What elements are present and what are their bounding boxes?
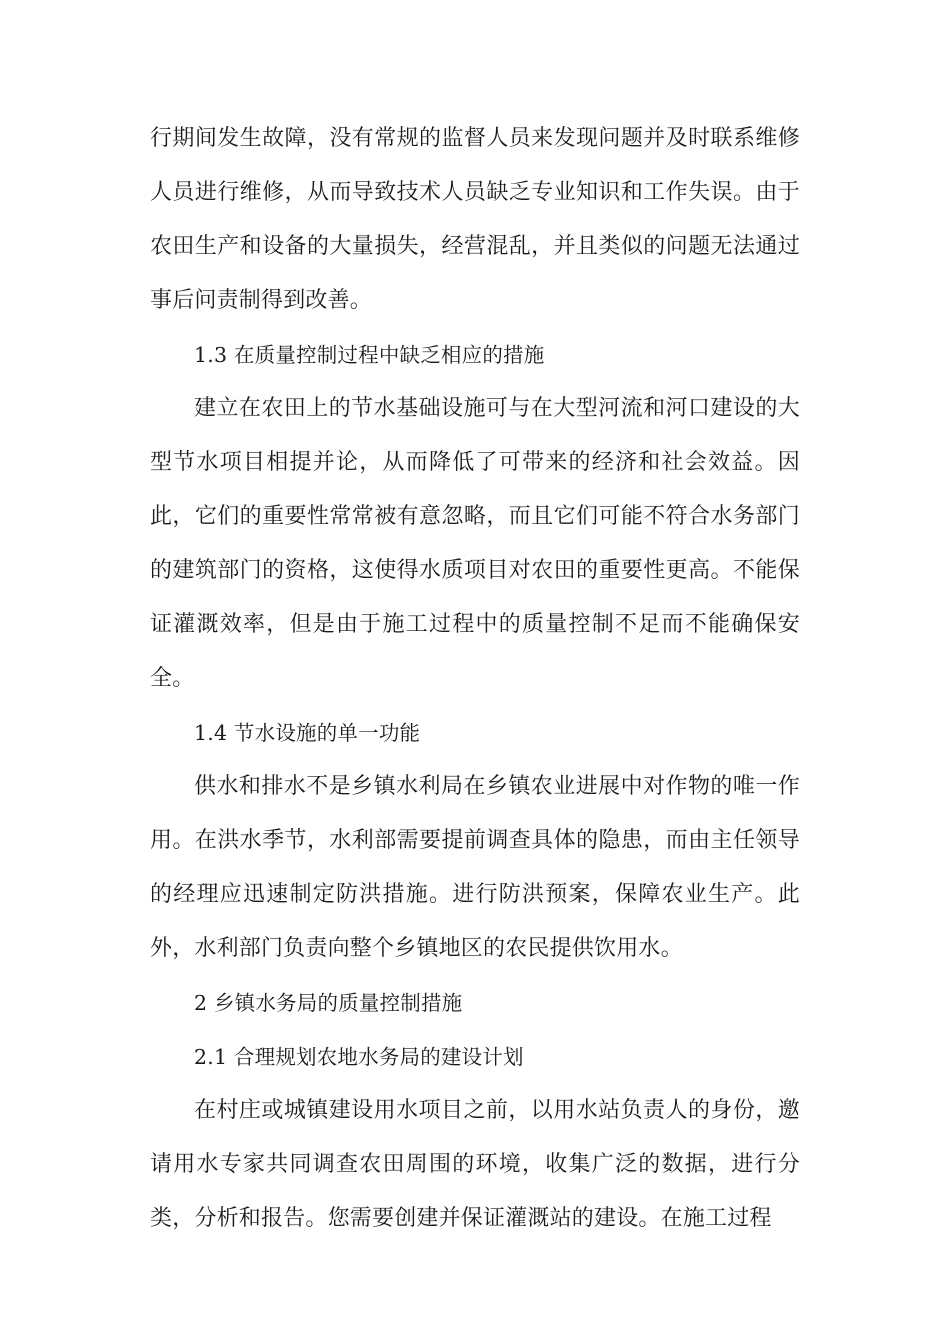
paragraph-single-function: 供水和排水不是乡镇水利局在乡镇农业进展中对作物的唯一作用。在洪水季节，水利部需要提前调查具体的隐患，而由主任领导的经理应迅速制定防洪措施。进行防洪预案，保障农业生产。此外，水利部门负责向整个乡镇地区的农民提供饮用水。 — [150, 774, 800, 961]
paragraph-continuation: 行期间发生故障，没有常规的监督人员来发现问题并及时联系维修人员进行维修，从而导致技术人员缺乏专业知识和工作失误。由于农田生产和设备的大量损失，经营混乱，并且类似的问题无法通过事后问责制得到改善。 — [150, 126, 800, 313]
section-heading-2: 2 乡镇水务局的质量控制措施 — [194, 991, 463, 1015]
section-heading-2-1: 2.1 合理规划农地水务局的建设计划 — [194, 1045, 524, 1069]
paragraph-planning: 在村庄或城镇建设用水项目之前，以用水站负责人的身份，邀请用水专家共同调查农田周围的环境，收集广泛的数据，进行分类，分析和报告。您需要创建并保证灌溉站的建设。在施工过程 — [150, 1098, 800, 1231]
document-body — [150, 112, 800, 1246]
paragraph-quality-control: 建立在农田上的节水基础设施可与在大型河流和河口建设的大型节水项目相提并论，从而降低了可带来的经济和社会效益。因此，它们的重要性常常被有意忽略，而且它们可能不符合水务部门的建筑部门的资格，这使得水质项目对农田的重要性更高。不能保证灌溉效率，但是由于施工过程中的质量控制不足而不能确保安全。 — [150, 396, 800, 691]
section-heading-1-3: 1.3 在质量控制过程中缺乏相应的措施 — [194, 343, 545, 367]
section-heading-1-4: 1.4 节水设施的单一功能 — [194, 721, 421, 745]
